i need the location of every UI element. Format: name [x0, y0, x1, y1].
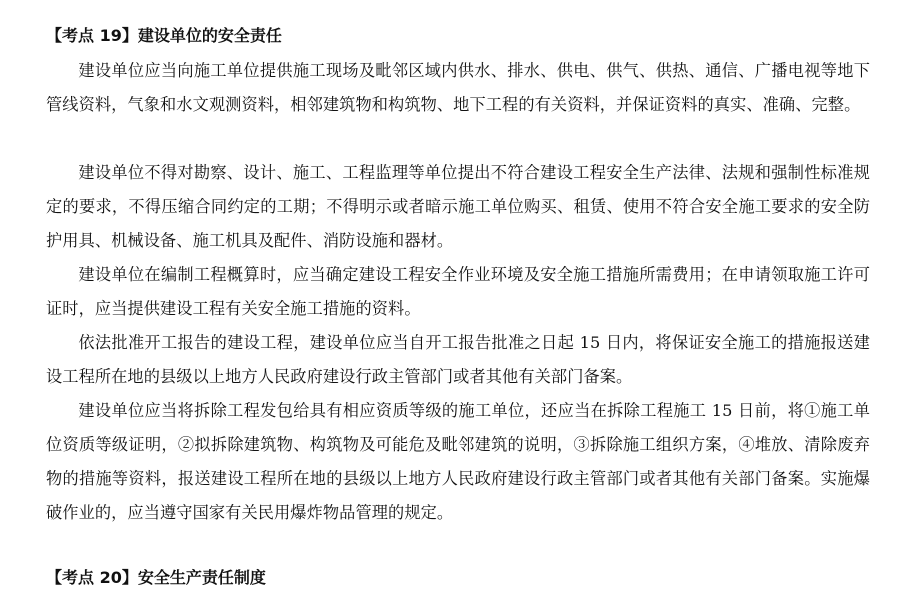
- paragraph-safety-costs: 建设单位在编制工程概算时，应当确定建设工程安全作业环境及安全施工措施所需费用；在申请领取施工许可证时，应当提供建设工程有关安全施工措施的资料。: [46, 265, 870, 318]
- section-heading-19: 【考点 19】建设单位的安全责任: [46, 26, 282, 45]
- paragraph-demolition: 建设单位应当将拆除工程发包给具有相应资质等级的施工单位，还应当在拆除工程施工 15 日前，将①施工单位资质等级证明，②拟拆除建筑物、构筑物及可能危及毗邻建筑的说明，③拆除施工组织方案，④堆放、清除废弃物的措施等资料，报送建设工程所在地的县级以上地方人民政府建设行政主管部门或者其他有关部门备案。实施爆破作业的，应当遵守国家有关民用爆炸物品管理的规定。: [46, 401, 870, 522]
- paragraph-filing-measures: 依法批准开工报告的建设工程，建设单位应当自开工报告批准之日起 15 日内，将保证安全施工的措施报送建设工程所在地的县级以上地方人民政府建设行政主管部门或者其他有关部门备案。: [46, 333, 870, 386]
- section-heading-20: 【考点 20】安全生产责任制度: [46, 568, 266, 587]
- paragraph-pipeline-data: 建设单位应当向施工单位提供施工现场及毗邻区域内供水、排水、供电、供气、供热、通信、广播电视等地下管线资料，气象和水文观测资料，相邻建筑物和构筑物、地下工程的有关资料，并保证资料的真实、准确、完整。: [46, 61, 870, 114]
- paragraph-prohibited-requirements: 建设单位不得对勘察、设计、施工、工程监理等单位提出不符合建设工程安全生产法律、法规和强制性标准规定的要求，不得压缩合同约定的工期；不得明示或者暗示施工单位购买、租赁、使用不符合安全施工要求的安全防护用具、机械设备、施工机具及配件、消防设施和器材。: [46, 163, 870, 250]
